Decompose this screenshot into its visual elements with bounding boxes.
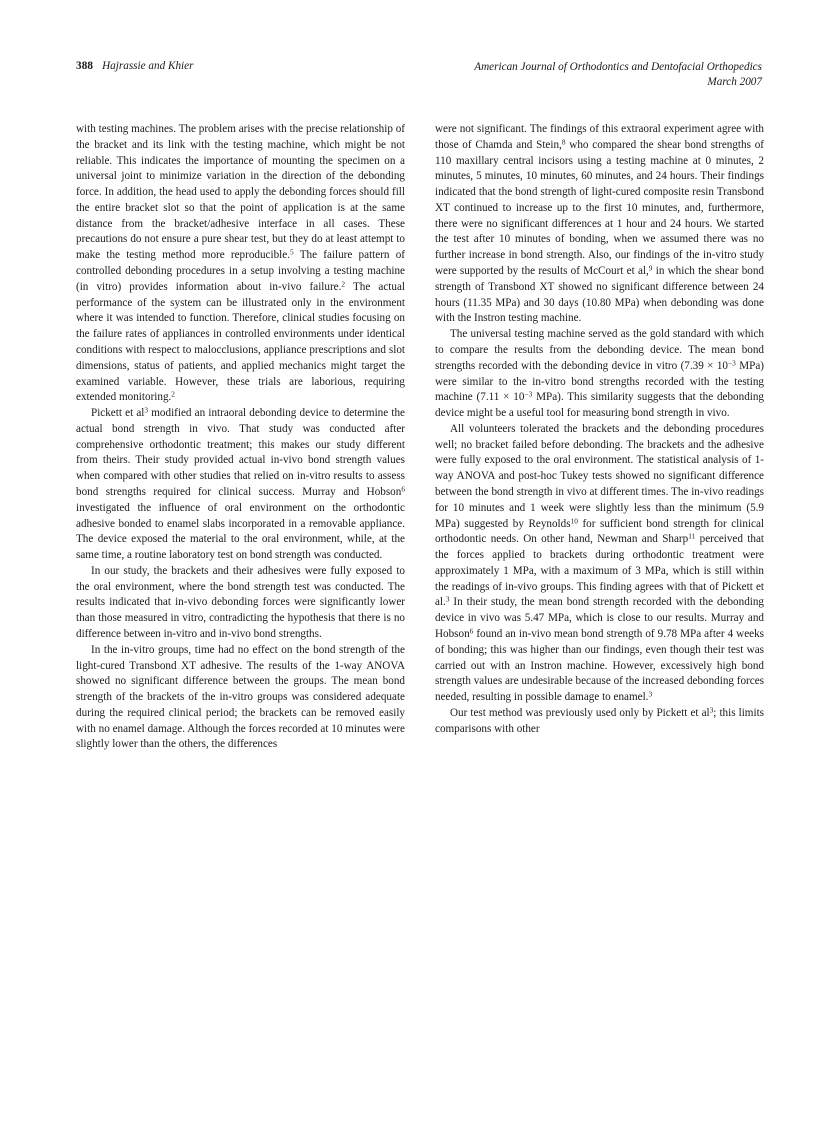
- paragraph-text: ; this limits comparisons with other: [435, 706, 765, 735]
- para-in-vitro-groups: [76, 643, 405, 753]
- paragraph-text: with testing machines. The problem arises with the precise relationship of the bracket and its link with the testing machine, which might be not reliable. This indicates the importance of mounting the specimen on a universal joint to minimize variation in the direction of the debonding force. In addition, the head used to apply the debonding forces should fill the entire bracket slot so that the point of application is at the same distance from the bracket/adhesive interface in all cases. These precautions do not ensure a pure shear test, but they do at least attempt to make the testing method more reproducible.: [76, 123, 405, 262]
- page-number: 388: [76, 60, 94, 72]
- reference-superscript[interactable]: 9: [648, 263, 653, 273]
- paragraph-text: MPa) were similar to the in-vitro bond strengths recorded with the testing machine (7.11 × 10: [435, 359, 764, 404]
- issue-date: March 2007: [707, 75, 762, 88]
- reference-superscript[interactable]: 6: [401, 484, 405, 494]
- running-head-authors: Hajrassie and Khier: [102, 60, 194, 72]
- paragraph-text: Our test method was previously used only by Pickett et al: [450, 706, 710, 719]
- paragraph-text: for sufficient bond strength for clinical orthodontic needs. On other hand, Newman and Sharp: [435, 517, 764, 546]
- paragraph-text: The universal testing machine served as the gold standard with which to compare the results from the debonding device. The mean bond strengths recorded with the debonding device in vitro (7.39 × 10: [435, 328, 764, 372]
- paragraph-text: in which the shear bond strength of Transbond XT showed no significant difference between 24 hours (11.35 MPa) and 30 days (10.80 MPa) when debonding was done with the Instron testing machine.: [435, 265, 765, 325]
- paragraph-text: found an in-vivo mean bond strength of 9.78 MPa after 4 weeks of bonding; this was higher than our findings, even though their test was carried out with an Instron machine. However, excessively high bond strength values are undesirable because of the increased debonding forces needed, resulting in possible damage to enamel.: [435, 628, 764, 704]
- reference-superscript[interactable]: 8: [561, 137, 566, 147]
- paragraph-text: All volunteers tolerated the brackets and the debonding procedures well; no bracket failed before debonding. The brackets and the adhesive were fully exposed to the oral environment. The statistical analysis of 1-way ANOVA and post-hoc Tukey tests showed no significant difference between the bond strength in vivo at different times. The in-vivo readings for 10 minutes and 1 week were slightly less than the minimum (5.9 MPa) suggested by Reynolds: [435, 422, 764, 530]
- reference-superscript[interactable]: 3: [445, 595, 450, 605]
- reference-superscript[interactable]: 3: [648, 689, 653, 699]
- running-head-right: [474, 60, 762, 89]
- body-columns: [76, 122, 764, 753]
- reference-superscript[interactable]: 2: [171, 389, 175, 399]
- journal-title: American Journal of Orthodontics and Dentofacial Orthopedics: [474, 61, 762, 73]
- paragraph-text: perceived that the forces applied to brackets during orthodontic treatment were approximately 1 MPa, with a maximum of 3 MPa, which is still within the readings of in-vivo groups. This finding agrees with that of Pickett et al.: [435, 533, 764, 609]
- paragraph-text: investigated the influence of oral environment on the orthodontic adhesive bonded to enamel slabs incorporated in a removable appliance. The device exposed the material to the oral environment, while, at the same time, a routine laboratory test on bond strength was conducted.: [76, 501, 405, 562]
- running-head: [76, 60, 762, 100]
- para-volunteers: [435, 422, 764, 706]
- reference-superscript[interactable]: 2: [341, 279, 346, 289]
- reference-superscript[interactable]: 10: [570, 516, 578, 526]
- running-head-left: [76, 60, 193, 72]
- paragraph-text: were not significant. The findings of this extraoral experiment agree with those of Chamda and Stein,: [435, 123, 764, 151]
- para-continued-testing-machines: [76, 122, 405, 406]
- reference-superscript[interactable]: 5: [290, 247, 294, 257]
- para-universal-testing-machine: [435, 327, 764, 422]
- reference-superscript[interactable]: 6: [469, 626, 474, 636]
- paragraph-text: The failure pattern of controlled debonding procedures in a setup involving a testing machine (in vitro) provides information about in-vivo failure.: [76, 249, 405, 293]
- reference-superscript[interactable]: 3: [709, 705, 714, 715]
- column-left: [76, 122, 405, 753]
- reference-superscript[interactable]: 11: [688, 531, 696, 541]
- para-pickett: [76, 406, 405, 564]
- reference-superscript[interactable]: −3: [728, 358, 736, 368]
- para-our-study: [76, 564, 405, 643]
- para-chamda-stein: [435, 122, 764, 327]
- column-right: [435, 122, 764, 753]
- paragraph-text: In our study, the brackets and their adhesives were fully exposed to the oral environment, where the bond strength test was conducted. The results indicated that in-vivo debonding forces were significantly lower than those measured in vitro, contradicting the hypothesis that there is no difference between in-vitro and in-vivo bond strengths.: [76, 564, 405, 640]
- paragraph-text: The actual performance of the system can be illustrated only in the environment where it was intended to function. Therefore, clinical studies focusing on the failure rates of appliances in controlled environments under identical conditions with respect to malocclusions, appliance prescriptions and slot dimensions, status of patients, and applied mechanics might target the examined variable. However, these trials are laborious, requiring extended monitoring.: [76, 280, 405, 404]
- paragraph-text: In the in-vitro groups, time had no effect on the bond strength of the light-cured Transbond XT adhesive. The results of the 1-way ANOVA showed no significant difference between the groups. The mean bond strength of the brackets of the in-vitro groups was considered adequate during the required clinical period; the brackets can be removed easily with no enamel damage. Although the forces recorded at 10 minutes were slightly lower than the others, the differences: [76, 643, 405, 751]
- paragraph-text: who compared the shear bond strengths of 110 maxillary central incisors using a testing machine at 0 minutes, 2 minutes, 5 minutes, 10 minutes, 60 minutes, and 24 hours. Their findings indicated that the bond strength of light-cured composite resin Transbond XT continued to increase up to the first 10 minutes, and, furthermore, there were no significant differences at 1 hour and 24 hours. We started the test after 10 minutes of bonding, when we assumed there was no further increase in bond strength. Also, our findings of the in-vitro study were supported by the results of McCourt et al,: [435, 138, 764, 278]
- paragraph-text: Pickett et al: [91, 407, 145, 420]
- reference-superscript[interactable]: 3: [144, 405, 149, 415]
- paragraph-text: In their study, the mean bond strength recorded with the debonding device in vivo was 5.47 MPa, which is close to our results. Murray and Hobson: [435, 596, 764, 640]
- reference-superscript[interactable]: −3: [524, 389, 533, 399]
- paragraph-text: MPa). This similarity suggests that the debonding device might be a useful tool for measuring bond strength in vivo.: [435, 391, 764, 420]
- paragraph-text: modified an intraoral debonding device to determine the actual bond strength in vivo. That study was conducted after comprehensive orthodontic treatment; this makes our study different from theirs. Their study provided actual in-vivo bond strength values when compared with other studies that relied on in-vitro results to assess bond strengths required for clinical success. Murray and Hobson: [76, 407, 405, 498]
- para-our-test-method: [435, 706, 764, 738]
